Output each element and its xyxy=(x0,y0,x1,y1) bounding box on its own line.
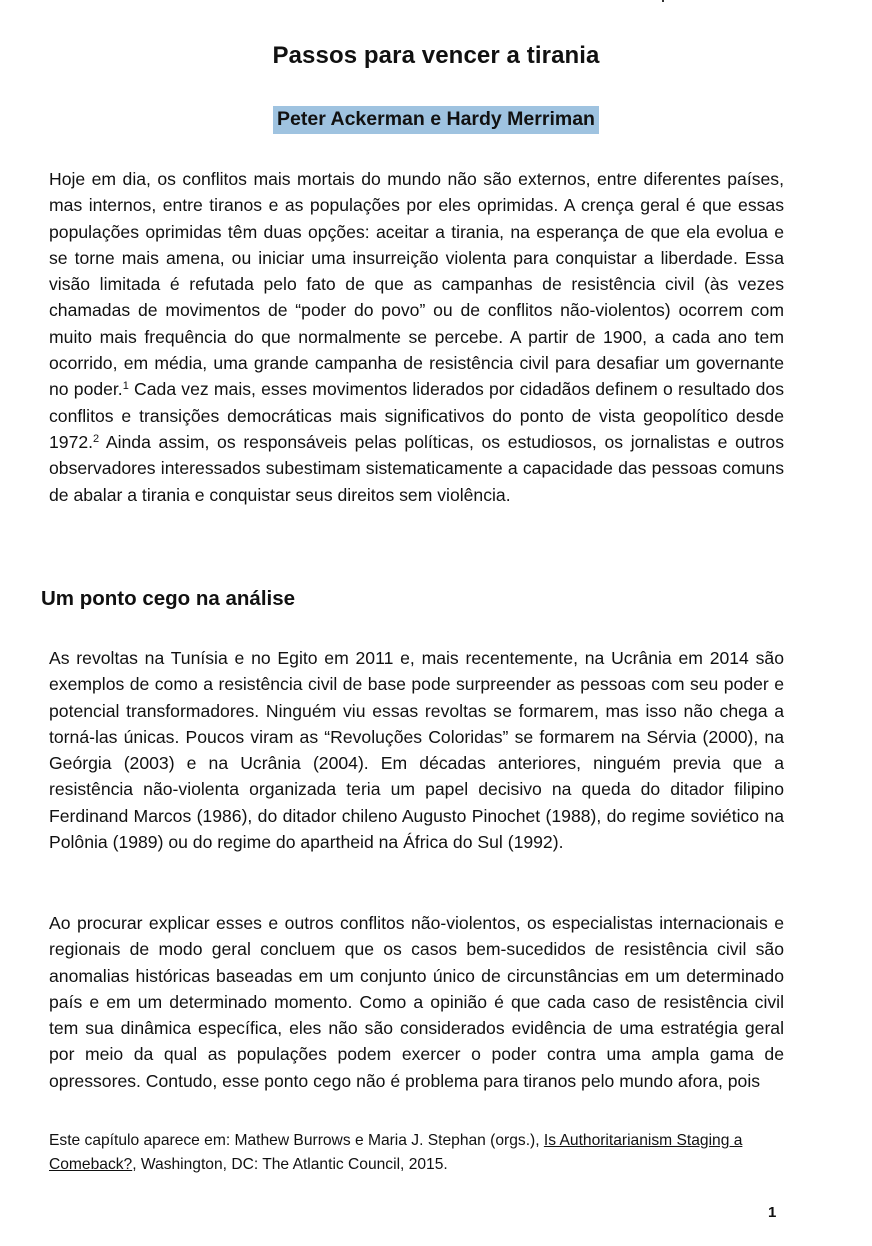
page-number: 1 xyxy=(768,1204,777,1221)
body-paragraph-3: Ao procurar explicar esses e outros conflitos não-violentos, os especialistas internacionais e regionais de modo geral concluem que os casos bem-sucedidos de resistência civil são anomalias históricas baseadas em um conjunto único de circunstâncias em um determinado país e em um determinado momento. Como a opinião é que cada caso de resistência civil tem sua dinâmica específica, eles não são considerados evidência de uma estratégia geral por meio da qual as populações podem exercer o poder contra uma ampla gama de opressores. Contudo, esse ponto cego não é problema para tiranos pelo mundo afora, pois xyxy=(49,913,784,1091)
footnote-ref-1[interactable]: 1 xyxy=(122,380,129,393)
document-title: Passos para vencer a tirania xyxy=(272,42,600,69)
footnote-prefix: Este capítulo aparece em: Mathew Burrows e Maria J. Stephan (orgs.), xyxy=(49,1132,544,1149)
authors-highlight: Peter Ackerman e Hardy Merriman xyxy=(273,106,599,134)
intro-text-2: Cada vez mais, esses movimentos liderados por cidadãos definem o resultado dos conflitos e transições democráticas mais significativos do ponto de vista geopolítico desde 1972. xyxy=(49,379,784,452)
top-edge-mark xyxy=(662,0,664,2)
body-paragraph-2: As revoltas na Tunísia e no Egito em 2011 e, mais recentemente, na Ucrânia em 2014 são exemplos de como a resistência civil de base pode surpreender as pessoas com seu poder e potencial transformadores. Ninguém viu essas revoltas se formarem, mas isso não chega a torná-las únicas. Poucos viram as “Revoluções Coloridas” se formarem na Sérvia (2000), na Geórgia (2003) e na Ucrânia (2004). Em décadas anteriores, ninguém previa que a resistência não-violenta organizada teria um papel decisivo na queda do ditador filipino Ferdinand Marcos (1986), do ditador chileno Augusto Pinochet (1988), do regime soviético na Polônia (1989) ou do regime do apartheid na África do Sul (1992). xyxy=(49,648,784,853)
book-title-link[interactable]: Is Authoritarianism Staging a Comeback? xyxy=(49,1132,743,1173)
intro-text-1: Hoje em dia, os conflitos mais mortais do mundo não são externos, entre diferentes países, mas internos, entre tiranos e as populações por eles oprimidas. A crença geral é que essas populações oprimidas têm duas opções: aceitar a tirania, na esperança de que ela evolua e se torne mais amena, ou iniciar uma insurreição violenta para conquistar a liberdade. Essa visão limitada é refutada pelo fato de que as campanhas de resistência civil (às vezes chamadas de movimentos de “poder do povo” ou de conflitos não-violentos) ocorrem com muito mais frequência do que normalmente se percebe. A partir de 1900, a cada ano tem ocorrido, em média, uma grande campanha de resistência civil para desafiar um governante no poder. xyxy=(49,169,784,400)
source-footnote xyxy=(49,1129,809,1177)
footnote-suffix: , Washington, DC: The Atlantic Council, 2015. xyxy=(132,1156,448,1173)
footnote-ref-2[interactable]: 2 xyxy=(93,432,100,445)
intro-text-3: Ainda assim, os responsáveis pelas políticas, os estudiosos, os jornalistas e outros observadores interessados subestimam sistematicamente a capacidade das pessoas comuns de abalar a tirania e conquistar seus direitos sem violência. xyxy=(49,431,784,505)
authors-line xyxy=(0,106,872,134)
intro-paragraph xyxy=(49,166,784,508)
section-heading: Um ponto cego na análise xyxy=(41,587,296,610)
